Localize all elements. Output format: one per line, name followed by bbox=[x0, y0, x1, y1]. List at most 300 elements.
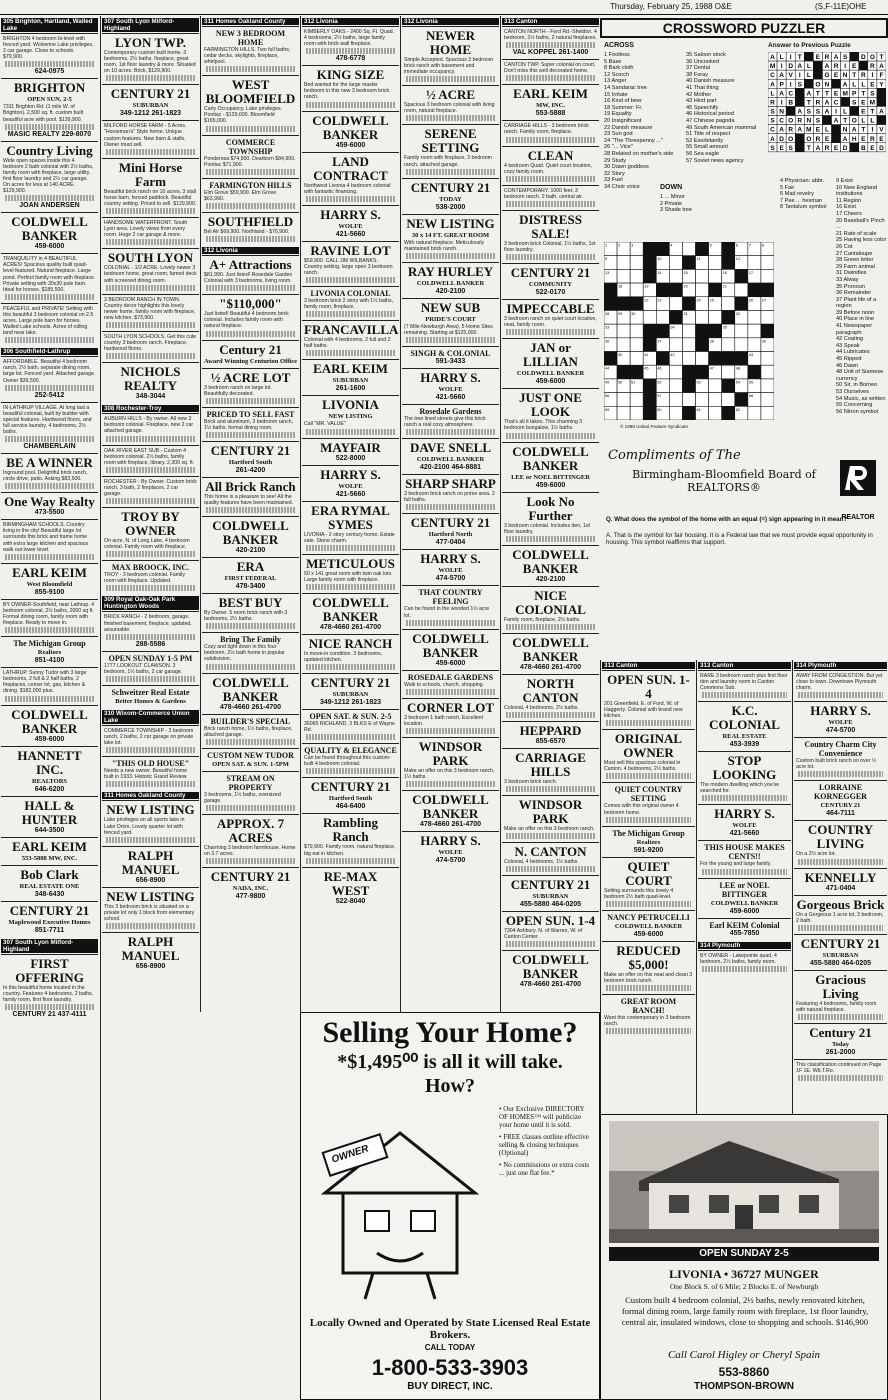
classified-ad bbox=[102, 33, 199, 84]
ad-subhead: PRIDE'S COURT bbox=[425, 315, 476, 323]
clue-item: 35 Saloon stock bbox=[686, 52, 726, 58]
ad-headline: BRIGHTON bbox=[13, 80, 86, 96]
ad-body: Northwest Livonia 4 bedroom colonial with fantastic financing. bbox=[304, 182, 391, 195]
sell-bullet: • No commissions or extra costs ... just one flat fee.* bbox=[499, 1161, 590, 1177]
puzzle-cell bbox=[669, 297, 682, 311]
ad-body: 3 bedroom colonial. Includes den, 1st floor laundry. bbox=[504, 522, 590, 535]
answer-letter: L bbox=[861, 117, 866, 125]
ad-headline: COLDWELL BANKER bbox=[512, 952, 589, 982]
ad-body: MILFORD HORSE FARM - 5 Acres. "Horseman's" Style home. Unique custom features. New barn & stalls. Owner must sell. bbox=[104, 123, 187, 148]
clue-item: 24 "The Threepenny ..." bbox=[604, 137, 663, 144]
ad-subhead: SUBURBAN bbox=[332, 377, 369, 385]
classified-ad bbox=[102, 756, 199, 790]
puzzle-cell bbox=[669, 256, 682, 270]
ad-headline: COLDWELL BANKER bbox=[412, 630, 489, 660]
puzzle-cell-number: 22 bbox=[644, 298, 649, 303]
answer-letter: R bbox=[870, 63, 875, 71]
ad-phone: 459-6000 bbox=[435, 659, 466, 667]
ad-text-filler bbox=[106, 747, 195, 753]
classified-ad bbox=[202, 516, 299, 557]
ad-text-filler bbox=[206, 398, 295, 404]
puzzle-cell bbox=[617, 365, 630, 379]
puzzle-cell bbox=[696, 242, 709, 256]
ad-text-filler bbox=[506, 833, 595, 839]
classified-ad bbox=[402, 26, 499, 85]
puzzle-cell bbox=[696, 283, 709, 297]
classified-ad bbox=[302, 111, 399, 152]
ad-body: Family room with fireplace, 3 bedroom ranch, attached garage. bbox=[404, 155, 492, 168]
classified-ad bbox=[302, 743, 399, 777]
classified-ad bbox=[102, 932, 199, 973]
ad-text-filler bbox=[5, 124, 94, 130]
ad-headline: A+ Attractions bbox=[209, 257, 292, 273]
ad-headline: NEW LISTING bbox=[106, 888, 195, 904]
puzzle-cell bbox=[722, 393, 735, 407]
puzzle-cell bbox=[722, 310, 735, 324]
answer-letter: A bbox=[833, 117, 839, 125]
ad-headline: SOUTH LYON bbox=[107, 250, 194, 266]
ad-headline: NANCY PETRUCELLI bbox=[607, 912, 690, 922]
clue-item: 20 Insignificant bbox=[604, 117, 642, 124]
ad-phone: 656-8900 bbox=[135, 876, 166, 884]
puzzle-cell-number: 28 bbox=[605, 311, 610, 316]
ad-body: COMMERCE TOWNSHIP - 3 bedroom ranch, 2 baths, 2 car garage on private lake lot. bbox=[104, 727, 194, 747]
ad-text-filler bbox=[606, 1028, 691, 1034]
answer-letter: E bbox=[861, 99, 866, 107]
clue-item: 41 Newspaper paragraph bbox=[836, 323, 873, 336]
ad-body: OAK RIVER EAST SUB - Custom 4 bedroom colonial. 2½ baths, family room with fireplace, library. 2,300 sq. ft. bbox=[104, 447, 195, 466]
puzzle-cell bbox=[748, 256, 761, 270]
classified-ad bbox=[502, 120, 599, 145]
classified-ad bbox=[202, 867, 299, 903]
answer-letter: R bbox=[824, 54, 830, 62]
ad-phone: 459-6000 bbox=[335, 141, 366, 149]
ad-headline: Gracious Living bbox=[815, 971, 866, 1001]
answer-letter: C bbox=[779, 117, 784, 125]
ad-body: 201 Greenfield, E. of Ford, W. of Haggerty. Colonial with brand new kitchen. bbox=[604, 701, 683, 720]
answer-cell bbox=[822, 116, 831, 125]
puzzle-cell-number: 12 bbox=[735, 257, 741, 262]
section-heading: 312 Livonia bbox=[302, 18, 399, 25]
classified-ad bbox=[102, 362, 199, 403]
classified-ad bbox=[502, 388, 599, 441]
puzzle-cell-number: 6 bbox=[735, 243, 738, 248]
ad-headline: HEPPARD bbox=[519, 722, 582, 738]
ad-headline: QUALITY & ELEGANCE bbox=[304, 746, 397, 756]
classified-ad bbox=[202, 814, 299, 867]
ad-headline: K.C. COLONIAL bbox=[709, 703, 780, 733]
clue-item: 6 Mad revelry bbox=[780, 191, 814, 198]
ad-phone: 459-6000 bbox=[34, 735, 65, 743]
section-heading: 307 South Lyon Milford-Highland bbox=[102, 18, 199, 32]
ad-text-filler bbox=[798, 859, 883, 865]
classified-ad bbox=[302, 65, 399, 110]
answer-letter: S bbox=[797, 81, 802, 89]
ad-headline: Country Charm City Convenience bbox=[804, 740, 877, 759]
puzzle-cell-number: 2 bbox=[618, 243, 621, 248]
answer-letter: A bbox=[824, 63, 830, 71]
ad-subhead: WOLFE bbox=[438, 386, 463, 394]
ad-headline: BUILDER'S SPECIAL bbox=[210, 716, 291, 726]
ad-headline: ½ ACRE bbox=[425, 87, 476, 103]
ad-headline: N. CANTON bbox=[514, 844, 587, 860]
classified-column bbox=[696, 660, 792, 1114]
ad-headline: COLDWELL BANKER bbox=[11, 706, 88, 736]
classified-ad bbox=[102, 120, 199, 157]
answer-letter: I bbox=[789, 54, 792, 62]
ad-headline: Mini Horse Farm bbox=[118, 159, 183, 189]
answer-letter: T bbox=[861, 90, 866, 98]
classified-ad bbox=[102, 685, 199, 708]
open-sunday-banner: OPEN SUNDAY 2-5 bbox=[609, 1247, 879, 1261]
ad-headline: WEST BLOOMFIELD bbox=[205, 77, 296, 107]
ad-text-filler bbox=[206, 203, 295, 209]
classified-column bbox=[100, 16, 200, 1400]
clue-item: 23 Sun god bbox=[604, 131, 633, 138]
ad-subhead: SUBURBAN bbox=[132, 102, 169, 110]
puzzle-cell bbox=[669, 379, 682, 393]
ad-body: LATHRUP. Sunny Tudor with 3 large bedrooms, 2 full & 2 half baths, 2 fireplaces, corner lot, gas, kitchen & dining. $182,000 plus. bbox=[3, 670, 87, 695]
ad-headline: Bob Clark bbox=[20, 866, 79, 882]
ad-subhead: WOLFE bbox=[732, 822, 757, 830]
puzzle-cell bbox=[682, 379, 695, 393]
ad-body: Walk to schools, church, shopping. bbox=[404, 681, 484, 688]
puzzle-cell-number: 56 bbox=[605, 394, 610, 399]
ad-headline: COMMERCE TOWNSHIP bbox=[225, 137, 276, 156]
ad-headline: NEW LISTING bbox=[106, 802, 195, 818]
puzzle-cell bbox=[722, 406, 735, 420]
classified-ad bbox=[698, 751, 791, 804]
classified-ad bbox=[794, 670, 887, 701]
answer-letter: C bbox=[833, 99, 839, 107]
classified-ad bbox=[1, 33, 98, 78]
ad-subhead: COLDWELL BANKER bbox=[614, 922, 683, 930]
ad-text-filler bbox=[306, 734, 395, 740]
classified-ad bbox=[402, 474, 499, 513]
ad-subhead: SUBURBAN bbox=[332, 691, 369, 699]
ad-phone: 644-3500 bbox=[34, 826, 65, 834]
ad-subhead: REALTORS bbox=[31, 777, 68, 785]
section-heading: 311 Homes Oakland County bbox=[202, 18, 299, 25]
ad-headline: CENTURY 21 bbox=[510, 265, 591, 281]
ad-text-filler bbox=[506, 254, 595, 260]
clue-item: 42 Coating bbox=[836, 336, 864, 343]
classified-ad bbox=[502, 950, 599, 991]
ad-headline: HARRY S. bbox=[320, 466, 381, 482]
clue-item: 31 Dwindles bbox=[836, 270, 867, 277]
ad-subhead: COLDWELL BANKER bbox=[710, 899, 779, 907]
ad-body: This classification continued on Page 1F 1E. Wb.T.Ro. bbox=[796, 1061, 882, 1075]
puzzle-cell bbox=[630, 365, 643, 379]
ad-headline: COLDWELL BANKER bbox=[512, 443, 589, 473]
answer-letter: L bbox=[770, 90, 775, 98]
answer-letter: E bbox=[815, 54, 821, 62]
ad-text-filler bbox=[206, 285, 295, 291]
answer-cell bbox=[804, 79, 813, 88]
ad-phone: 478-3400 bbox=[235, 583, 266, 591]
ad-headline: ORIGINAL OWNER bbox=[614, 731, 683, 761]
classified-ad bbox=[602, 826, 695, 857]
answer-cell bbox=[832, 134, 841, 143]
answer-letter: L bbox=[843, 108, 848, 116]
classified-ad bbox=[102, 476, 199, 507]
answer-letter: D bbox=[860, 54, 866, 62]
answer-letter: I bbox=[871, 72, 874, 80]
puzzle-cell bbox=[643, 310, 656, 324]
ad-headline: COLDWELL BANKER bbox=[512, 634, 589, 664]
ad-phone: 421-5660 bbox=[729, 830, 760, 838]
section-heading: 312 Livonia bbox=[402, 18, 499, 25]
answer-letter: N bbox=[806, 117, 812, 125]
classified-ad bbox=[502, 492, 599, 545]
answer-letter: C bbox=[770, 126, 775, 134]
ad-text-filler bbox=[106, 551, 195, 557]
ad-headline: Rosedale Gardens bbox=[419, 407, 482, 417]
classified-ad bbox=[602, 729, 695, 782]
ad-text-filler bbox=[206, 739, 295, 745]
answer-letter: O bbox=[815, 81, 821, 89]
classified-ad bbox=[402, 404, 499, 438]
answer-letter: I bbox=[844, 63, 847, 71]
classified-ad bbox=[202, 212, 299, 245]
classified-ad bbox=[502, 59, 599, 84]
clue-item: 3 Shade tree bbox=[660, 207, 693, 214]
ad-body: KIMBERLY OAKS - 2400 Sq. Ft. Quad. 4 bedrooms, 2½ baths, large family room with brick wall fireplace. bbox=[304, 29, 395, 48]
ad-phone: 478-6778 bbox=[335, 55, 366, 63]
answer-letter: N bbox=[842, 126, 848, 134]
ad-headline: JUST ONE LOOK bbox=[519, 390, 582, 420]
classified-ad bbox=[202, 632, 299, 672]
ad-headline: Century 21 bbox=[809, 1024, 872, 1040]
puzzle-cell-number: 19 bbox=[644, 284, 649, 289]
ad-body: Colonial, 4 bedrooms, 2½ baths. bbox=[504, 704, 579, 711]
classified-ad bbox=[502, 545, 599, 586]
clue-item: 20 Baseball's Pinch ... bbox=[836, 217, 885, 231]
classified-ad bbox=[502, 185, 599, 210]
ad-headline: NICE COLONIAL bbox=[515, 587, 586, 617]
ad-subhead: COLDWELL BANKER bbox=[416, 279, 485, 287]
classified-ad bbox=[102, 651, 199, 685]
classified-ad bbox=[794, 1059, 887, 1084]
ad-body: Featuring 4 bedrooms, family room with natural fireplace. bbox=[796, 1000, 877, 1013]
ad-body: AUBURN HILLS - By owner. All new 3 bedroom colonial. Fireplace, new 2 car attached garage. bbox=[104, 416, 194, 435]
ad-headline: CENTURY 21 bbox=[410, 515, 491, 531]
ad-headline: COLDWELL BANKER bbox=[11, 214, 88, 244]
puzzle-cell bbox=[722, 256, 735, 270]
ad-body: With natural fireplace. Meticulously maintained brick ranch. bbox=[404, 239, 485, 252]
ad-headline: LYON TWP. bbox=[114, 35, 187, 50]
puzzle-cell bbox=[761, 256, 774, 270]
clue-item: 35 Pronoun bbox=[836, 283, 865, 290]
answer-letter: A bbox=[851, 126, 857, 134]
puzzle-cell-number: 51 bbox=[631, 380, 636, 385]
down-clues-3 bbox=[836, 178, 888, 415]
sell-phone: 1-800-533-3903 bbox=[371, 1355, 529, 1380]
puzzle-cell bbox=[735, 283, 748, 297]
classified-ad bbox=[698, 840, 791, 877]
classified-ad bbox=[502, 442, 599, 492]
puzzle-cell bbox=[643, 269, 656, 283]
answer-letter: A bbox=[824, 99, 830, 107]
ad-headline: LIVONIA bbox=[322, 397, 379, 413]
ad-phone: 459-6000 bbox=[633, 930, 664, 938]
ad-body: BRICK RANCH - 2 bedroom, garage, finished basement, fireplace, updated, assumable. bbox=[104, 614, 192, 633]
ad-body: $81,990. Just listed! Rosedale Garden Colonial with 3 bedrooms, living room. bbox=[204, 272, 293, 285]
ad-headline: EARL KEIM bbox=[12, 838, 87, 854]
across-heading: ACROSS bbox=[604, 42, 634, 49]
puzzle-cell-number: 50 bbox=[618, 380, 623, 385]
clue-item: 46 Historical period bbox=[686, 111, 734, 118]
ad-headline: ROSEDALE GARDENS bbox=[407, 672, 494, 682]
puzzle-cell bbox=[669, 283, 682, 297]
puzzle-cell-number: 36 bbox=[605, 339, 610, 344]
classified-ad bbox=[202, 714, 299, 748]
ad-text-filler bbox=[306, 311, 395, 317]
ad-text-filler bbox=[5, 554, 94, 560]
clue-item: 4 Physician: abbr. bbox=[780, 178, 825, 184]
ad-phone: 474-5700 bbox=[435, 857, 466, 865]
ad-headline: LEE or NOEL BITTINGER bbox=[719, 880, 770, 899]
ad-text-filler bbox=[5, 627, 94, 633]
sell-bullet: • Our Exclusive DIRECTORY OF HOMES™ will publicize your home until it is sold. bbox=[499, 1105, 585, 1129]
classified-column bbox=[0, 16, 99, 1400]
ad-subhead: Hartford South bbox=[228, 458, 273, 466]
ad-body: HANDSOME WATERFRONT. South Lyon area. Lovely views from every room. Huge 2 car garage & more. bbox=[104, 220, 188, 239]
ad-text-filler bbox=[206, 432, 295, 438]
ad-subhead: REAL ESTATE bbox=[722, 733, 767, 741]
puzzle-cell bbox=[709, 379, 722, 393]
classified-ad bbox=[698, 918, 791, 940]
classified-ad bbox=[1, 667, 98, 704]
puzzle-cell bbox=[748, 283, 761, 297]
ad-phone: CHAMBERLAIN bbox=[23, 443, 76, 451]
ad-body: For the young and large family. bbox=[700, 861, 772, 868]
ad-headline: HALL & HUNTER bbox=[21, 797, 78, 827]
answer-letter: E bbox=[870, 144, 875, 152]
ad-phone: 855-9100 bbox=[34, 588, 65, 596]
classified-ad bbox=[602, 857, 695, 910]
answer-letter: A bbox=[770, 135, 775, 143]
clue-item: 37 Dental bbox=[686, 65, 710, 72]
puzzle-cell bbox=[617, 269, 630, 283]
classified-ad bbox=[402, 698, 499, 737]
ad-headline: One Way Realty bbox=[4, 494, 95, 510]
ad-headline: FARMINGTON HILLS bbox=[209, 180, 292, 190]
puzzle-cell bbox=[722, 242, 735, 256]
answer-letter: A bbox=[842, 135, 848, 143]
ad-headline: RALPH MANUEL bbox=[121, 847, 180, 877]
ad-subhead: Today bbox=[831, 1040, 850, 1048]
ad-body: FARMINGTON HILLS. Two full baths, cedar decks, skylights, fireplace, whirlpool. bbox=[204, 47, 291, 66]
board-of-realtors-box bbox=[600, 446, 888, 606]
ad-text-filler bbox=[106, 837, 195, 843]
puzzle-cell bbox=[722, 297, 735, 311]
ad-text-filler bbox=[506, 176, 595, 182]
ad-headline: COLDWELL BANKER bbox=[312, 594, 389, 624]
ad-text-filler bbox=[406, 169, 495, 175]
ad-body: 3 bedroom ranch on large lot. Beautifully decorated. bbox=[204, 384, 272, 397]
answer-letter: E bbox=[824, 135, 830, 143]
answer-letter: L bbox=[861, 81, 866, 89]
sell-price: *$1,495⁰⁰ is all it will take. bbox=[337, 1051, 563, 1073]
ad-body: 3 bedroom 1 bath ranch. Excellent location. bbox=[404, 714, 484, 727]
puzzle-cell bbox=[643, 393, 656, 407]
clue-item: 8 Tantalum symbol bbox=[780, 204, 827, 211]
ad-phone: 459-6000 bbox=[34, 243, 65, 251]
sell-locally: Locally Owned and Operated by State Licensed Real Estate Brokers. bbox=[309, 1317, 591, 1341]
ad-headline: CLEAN bbox=[527, 147, 574, 163]
classified-ad bbox=[402, 298, 499, 346]
answer-letter: T bbox=[815, 90, 820, 98]
ad-text-filler bbox=[306, 350, 395, 356]
answer-letter: I bbox=[789, 81, 792, 89]
answer-cell bbox=[795, 143, 804, 152]
classified-ad bbox=[402, 85, 499, 124]
answer-letter: A bbox=[779, 90, 784, 98]
classified-ad bbox=[1, 212, 98, 253]
classified-ad bbox=[502, 842, 599, 875]
ad-subhead: COMMUNITY bbox=[529, 281, 572, 289]
ad-body: BY OWNER - Lakepointe quad, 4 bedroom, 2½ baths, family room. bbox=[700, 952, 777, 965]
ad-headline: Country Living bbox=[6, 142, 93, 158]
puzzle-cell bbox=[761, 310, 774, 324]
answer-letter: C bbox=[788, 90, 794, 98]
ad-body: TROY - 3 bedroom colonial. Family room with fireplace. Updated. bbox=[104, 572, 185, 585]
answer-letter: T bbox=[806, 99, 811, 107]
ad-subhead: Realtors bbox=[636, 838, 661, 846]
sell-how: How? bbox=[425, 1075, 475, 1097]
puzzle-cell-number: 5 bbox=[709, 243, 712, 248]
classified-ad bbox=[302, 320, 399, 359]
answer-letter: E bbox=[815, 126, 821, 134]
ad-text-filler bbox=[506, 75, 595, 81]
answer-letter: O bbox=[788, 117, 794, 125]
ad-text-filler bbox=[5, 436, 94, 442]
ad-text-filler bbox=[506, 786, 595, 792]
puzzle-cell-number: 62 bbox=[735, 407, 741, 412]
ad-headline: PRICED TO SELL FAST bbox=[206, 409, 295, 419]
ad-phone: 591-9200 bbox=[633, 846, 664, 854]
ad-headline: CENTURY 21 bbox=[800, 935, 881, 951]
ad-headline: KING SIZE bbox=[316, 67, 385, 83]
puzzle-cell-number: 24 bbox=[696, 298, 701, 303]
ad-phone: 591-3433 bbox=[435, 358, 466, 366]
classified-ad bbox=[502, 748, 599, 795]
puzzle-cell bbox=[617, 297, 630, 311]
ad-text-filler bbox=[506, 201, 595, 207]
ad-text-filler bbox=[306, 545, 395, 551]
answer-letter: E bbox=[879, 135, 884, 143]
ad-body: 3 bedroom brick Colonial, 1½ baths, 1st floor laundry. bbox=[504, 240, 596, 254]
clue-item: 28 Related on mother's side bbox=[604, 150, 674, 157]
puzzle-cell-number: 33 bbox=[605, 325, 610, 330]
ad-text-filler bbox=[206, 331, 295, 337]
puzzle-cell bbox=[630, 269, 643, 283]
puzzle-cell bbox=[630, 283, 643, 297]
ad-subhead: West Bloomfield bbox=[26, 580, 73, 588]
classified-ad bbox=[202, 340, 299, 368]
classified-ad bbox=[1, 746, 98, 796]
down-clues bbox=[660, 194, 720, 214]
ad-text-filler bbox=[106, 239, 195, 245]
ad-subhead: WOLFE bbox=[438, 567, 463, 575]
answer-grid bbox=[768, 52, 886, 170]
ad-headline: SINGH & COLONIAL bbox=[410, 349, 491, 359]
ad-text-filler bbox=[306, 48, 395, 54]
answer-letter: Y bbox=[879, 81, 884, 89]
answer-letter: S bbox=[842, 54, 848, 62]
clue-item: 36 Remainder bbox=[836, 290, 872, 297]
